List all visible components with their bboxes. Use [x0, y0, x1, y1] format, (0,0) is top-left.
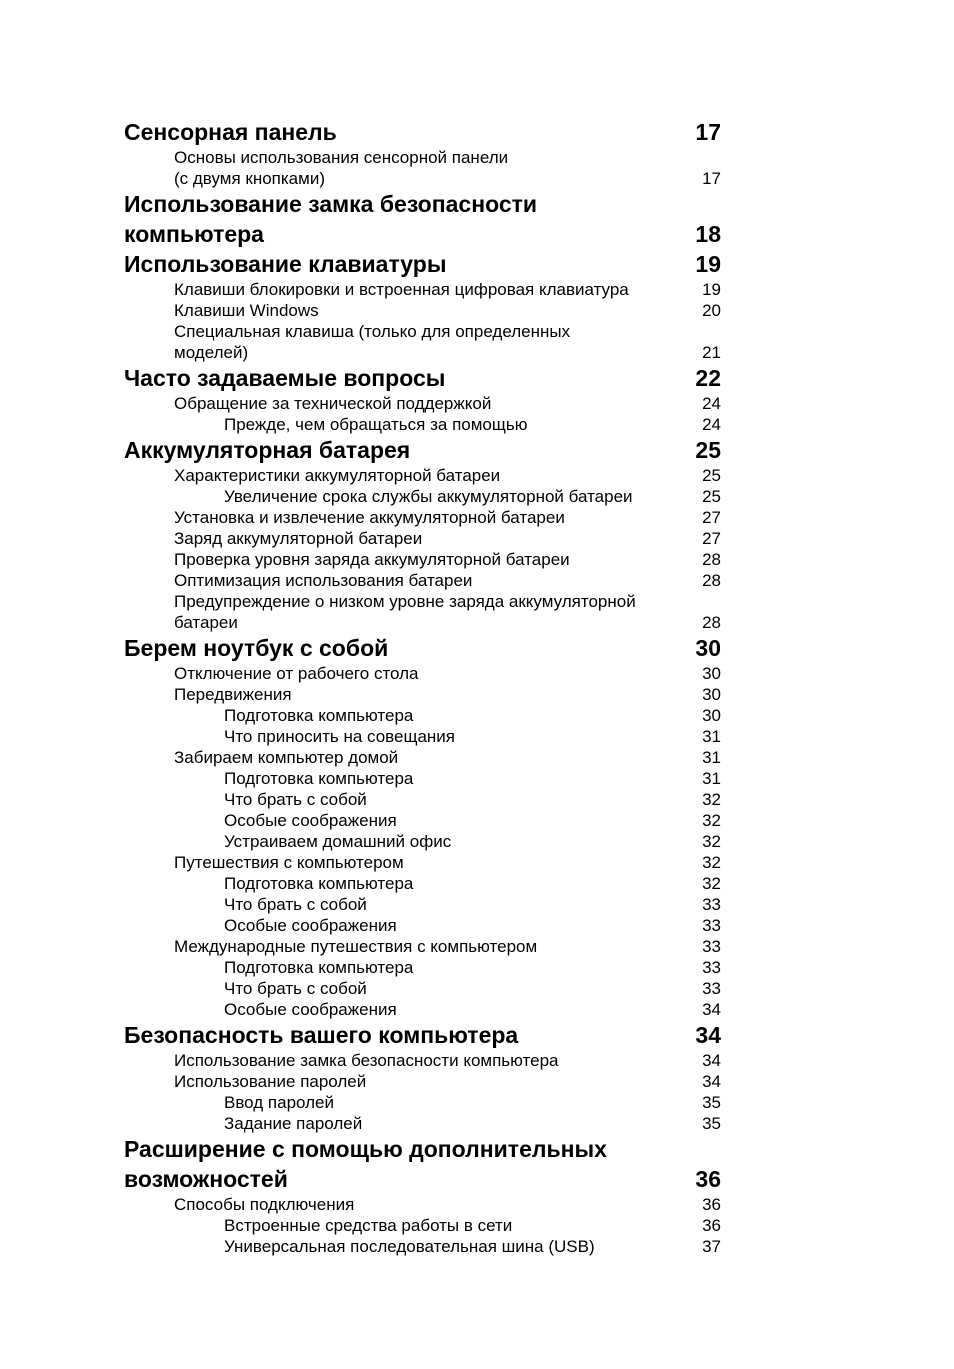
toc-entry-title: Клавиши блокировки и встроенная цифровая клавиатура	[174, 280, 629, 299]
toc-entry-page-number: 30	[702, 706, 721, 725]
toc-chapter[interactable]	[0, 1134, 954, 1194]
toc-entry-title: (с двумя кнопками)	[174, 169, 325, 188]
toc-entry-page-number: 27	[702, 508, 721, 527]
toc-entry-page-number: 25	[702, 466, 721, 485]
toc-section[interactable]	[0, 1050, 954, 1071]
toc-section[interactable]	[0, 300, 954, 321]
toc-section[interactable]	[0, 1071, 954, 1092]
toc-chapter[interactable]	[0, 117, 954, 147]
toc-entry-title: Особые соображения	[224, 1000, 397, 1019]
toc-section[interactable]	[0, 591, 954, 633]
toc-entry-page-number: 27	[702, 529, 721, 548]
toc-chapter[interactable]	[0, 189, 954, 249]
toc-entry-page-number: 25	[695, 437, 721, 463]
toc-entry-title: Клавиши Windows	[174, 301, 319, 320]
toc-entry-page-number: 32	[702, 811, 721, 830]
toc-subsection[interactable]	[0, 957, 954, 978]
toc-entry-page-number: 31	[702, 748, 721, 767]
toc-entry-title: Обращение за технической поддержкой	[174, 394, 492, 413]
toc-entry-page-number: 19	[702, 280, 721, 299]
toc-entry-page-number: 32	[702, 790, 721, 809]
toc-entry-title: Передвижения	[174, 685, 292, 704]
toc-entry-title: компьютера	[124, 221, 264, 247]
toc-entry-page-number: 17	[702, 169, 721, 188]
toc-entry-page-number: 34	[702, 1072, 721, 1091]
toc-entry-title: Отключение от рабочего стола	[174, 664, 419, 683]
toc-entry-page-number: 36	[702, 1195, 721, 1214]
toc-entry-title: Способы подключения	[174, 1195, 355, 1214]
toc-entry-page-number: 28	[702, 550, 721, 569]
toc-entry-title: Часто задаваемые вопросы	[124, 365, 446, 391]
toc-entry-page-number: 33	[702, 916, 721, 935]
toc-chapter[interactable]	[0, 363, 954, 393]
toc-subsection[interactable]	[0, 1215, 954, 1236]
toc-subsection[interactable]	[0, 1092, 954, 1113]
toc-chapter[interactable]	[0, 633, 954, 663]
toc-subsection[interactable]	[0, 978, 954, 999]
toc-entry-page-number: 34	[702, 1000, 721, 1019]
toc-chapter[interactable]	[0, 249, 954, 279]
toc-section[interactable]	[0, 321, 954, 363]
toc-entry-title: Особые соображения	[224, 916, 397, 935]
toc-entry-page-number: 24	[702, 415, 721, 434]
toc-entry-page-number: 32	[702, 874, 721, 893]
toc-entry-title: Универсальная последовательная шина (USB)	[224, 1237, 595, 1256]
toc-entry-title: Проверка уровня заряда аккумуляторной батареи	[174, 550, 570, 569]
toc-entry-page-number: 20	[702, 301, 721, 320]
toc-entry-title: Использование замка безопасности компьютера	[174, 1051, 559, 1070]
toc-entry-title: Ввод паролей	[224, 1093, 334, 1112]
toc-entry-title: батареи	[174, 613, 238, 632]
toc-entry-title: Что брать с собой	[224, 979, 367, 998]
toc-section[interactable]	[0, 1194, 954, 1215]
toc-section[interactable]	[0, 147, 954, 189]
toc-subsection[interactable]	[0, 831, 954, 852]
toc-entry-title: Заряд аккумуляторной батареи	[174, 529, 423, 548]
toc-entry-title: Подготовка компьютера	[224, 874, 414, 893]
toc-entry-page-number: 22	[695, 365, 721, 391]
toc-entry-title: Забираем компьютер домой	[174, 748, 399, 767]
toc-entry-page-number: 31	[702, 727, 721, 746]
toc-entry-title: Использование замка безопасности	[124, 191, 538, 217]
toc-entry-title: Особые соображения	[224, 811, 397, 830]
toc-entry-page-number: 33	[702, 937, 721, 956]
toc-entry-page-number: 30	[702, 685, 721, 704]
toc-section[interactable]	[0, 549, 954, 570]
toc-section[interactable]	[0, 570, 954, 591]
toc-subsection[interactable]	[0, 705, 954, 726]
toc-entry-title: Что брать с собой	[224, 790, 367, 809]
toc-entry-title: Оптимизация использования батареи	[174, 571, 473, 590]
toc-entry-title: Использование клавиатуры	[124, 251, 447, 277]
toc-section[interactable]	[0, 279, 954, 300]
toc-entry-page-number: 28	[702, 613, 721, 632]
toc-subsection[interactable]	[0, 486, 954, 507]
toc-entry-page-number: 18	[695, 221, 721, 247]
toc-entry-page-number: 32	[702, 832, 721, 851]
toc-subsection[interactable]	[0, 726, 954, 747]
toc-entry-title: моделей)	[174, 343, 249, 362]
toc-section[interactable]	[0, 684, 954, 705]
toc-entry-page-number: 30	[702, 664, 721, 683]
toc-section[interactable]	[0, 936, 954, 957]
toc-entry-title: Характеристики аккумуляторной батареи	[174, 466, 501, 485]
toc-entry-page-number: 35	[702, 1114, 721, 1133]
toc-subsection[interactable]	[0, 999, 954, 1020]
toc-chapter[interactable]	[0, 435, 954, 465]
toc-section[interactable]	[0, 393, 954, 414]
toc-entry-page-number: 19	[695, 251, 721, 277]
toc-entry-title: Основы использования сенсорной панели	[174, 148, 509, 167]
toc-section[interactable]	[0, 663, 954, 684]
toc-entry-page-number: 36	[702, 1216, 721, 1235]
toc-chapter[interactable]	[0, 1020, 954, 1050]
toc-subsection[interactable]	[0, 873, 954, 894]
toc-subsection[interactable]	[0, 894, 954, 915]
toc-entry-page-number: 34	[702, 1051, 721, 1070]
toc-entry-page-number: 34	[695, 1022, 721, 1048]
toc-subsection[interactable]	[0, 1236, 954, 1257]
toc-entry-title: Подготовка компьютера	[224, 706, 414, 725]
toc-entry-page-number: 33	[702, 895, 721, 914]
toc-section[interactable]	[0, 747, 954, 768]
toc-entry-title: Что приносить на совещания	[224, 727, 456, 746]
toc-entry-page-number: 37	[702, 1237, 721, 1256]
toc-entry-page-number: 24	[702, 394, 721, 413]
toc-section[interactable]	[0, 528, 954, 549]
toc-entry-title: Безопасность вашего компьютера	[124, 1022, 519, 1048]
toc-entry-title: Путешествия с компьютером	[174, 853, 404, 872]
toc-section[interactable]	[0, 507, 954, 528]
toc-entry-page-number: 28	[702, 571, 721, 590]
toc-entry-page-number: 33	[702, 958, 721, 977]
toc-entry-page-number: 35	[702, 1093, 721, 1112]
toc-entry-title: Подготовка компьютера	[224, 958, 414, 977]
toc-entry-page-number: 33	[702, 979, 721, 998]
toc-subsection[interactable]	[0, 414, 954, 435]
toc-entry-title: Аккумуляторная батарея	[124, 437, 411, 463]
toc-entry-title: Установка и извлечение аккумуляторной батареи	[174, 508, 565, 527]
toc-entry-page-number: 21	[702, 343, 721, 362]
toc-subsection[interactable]	[0, 915, 954, 936]
toc-entry-title: Международные путешествия с компьютером	[174, 937, 538, 956]
toc-entry-title: Задание паролей	[224, 1114, 363, 1133]
toc-entry-page-number: 25	[702, 487, 721, 506]
toc-entry-title: Встроенные средства работы в сети	[224, 1216, 513, 1235]
toc-subsection[interactable]	[0, 768, 954, 789]
toc-section[interactable]	[0, 465, 954, 486]
toc-entry-title: Подготовка компьютера	[224, 769, 414, 788]
toc-entry-title: Берем ноутбук с собой	[124, 635, 389, 661]
toc-section[interactable]	[0, 852, 954, 873]
toc-entry-title: Использование паролей	[174, 1072, 367, 1091]
toc-entry-title: Что брать с собой	[224, 895, 367, 914]
toc-subsection[interactable]	[0, 810, 954, 831]
toc-entry-page-number: 17	[695, 119, 721, 145]
toc-entry-title: Расширение с помощью дополнительных	[124, 1136, 607, 1162]
toc-entry-title: Сенсорная панель	[124, 119, 337, 145]
toc-subsection[interactable]	[0, 1113, 954, 1134]
toc-entry-page-number: 32	[702, 853, 721, 872]
toc-entry-title: Предупреждение о низком уровне заряда аккумуляторной	[174, 592, 636, 611]
toc-entry-page-number: 31	[702, 769, 721, 788]
toc-entry-title: Прежде, чем обращаться за помощью	[224, 415, 528, 434]
toc-entry-title: Устраиваем домашний офис	[224, 832, 452, 851]
toc-entry-title: Увеличение срока службы аккумуляторной батареи	[224, 487, 633, 506]
toc-entry-page-number: 30	[695, 635, 721, 661]
toc-subsection[interactable]	[0, 789, 954, 810]
toc-entry-title: возможностей	[124, 1166, 288, 1192]
toc-entry-page-number: 36	[695, 1166, 721, 1192]
toc-entry-title: Специальная клавиша (только для определенных	[174, 322, 571, 341]
